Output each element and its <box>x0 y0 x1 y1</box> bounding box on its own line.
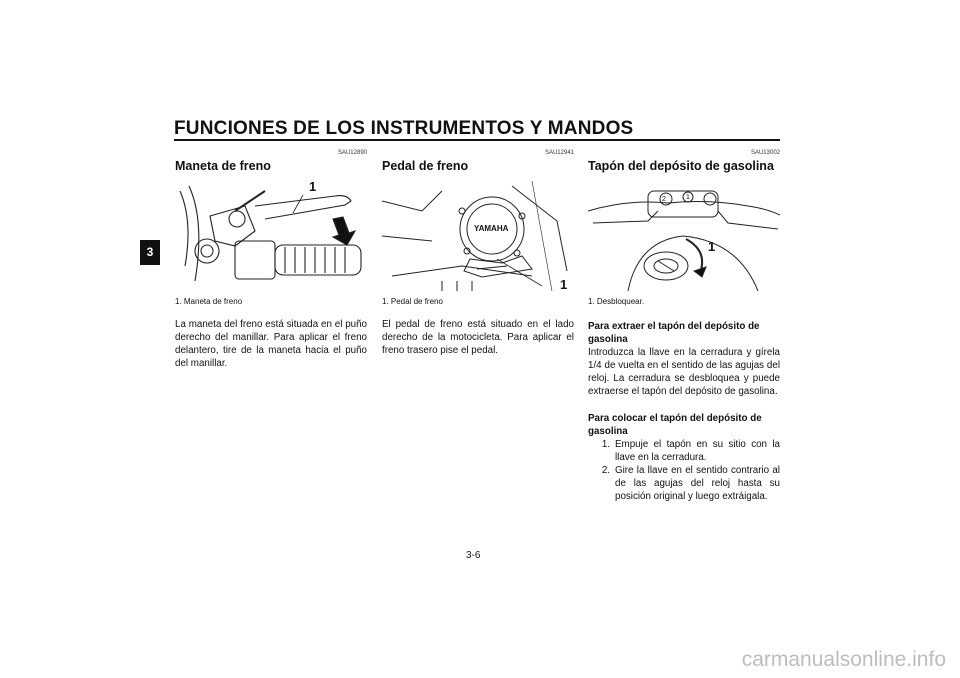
page-title: FUNCIONES DE LOS INSTRUMENTOS Y MANDOS <box>174 118 634 139</box>
remove-body: Introduzca la llave en la cerradura y gírela 1/4 de vuelta en el sentido de las agujas del reloj. La cerradura se desbloquea y puede extraerse el tapón del depósito de gasolina. <box>588 347 780 397</box>
brake-lever-illustration <box>175 181 367 291</box>
list-item <box>588 464 780 503</box>
section-brake-pedal <box>382 150 574 357</box>
figure-caption: 1. Maneta de freno <box>175 297 243 306</box>
section-fuel-cap <box>588 150 780 503</box>
section-code: SAU13002 <box>750 150 780 156</box>
figure-caption: 1. Pedal de freno <box>382 297 443 306</box>
callout-label: 1 <box>708 239 716 254</box>
step-text: Gire la llave en el sentido contrario al de las agujas del reloj hasta su posición original y luego extráigala. <box>615 465 780 502</box>
brake-pedal-illustration <box>382 181 574 291</box>
step-text: Empuje el tapón en su sitio con la llave en la cerradura. <box>615 439 780 463</box>
install-heading: Para colocar el tapón del depósito de gasolina <box>588 413 762 437</box>
section-body: La maneta del freno está situada en el puño derecho del manillar. Para aplicar el freno delantero, tire de la maneta hacia el puño del manillar. <box>175 319 367 369</box>
install-steps <box>588 438 780 503</box>
callout-label: 1 <box>309 179 317 194</box>
section-title: Tapón del depósito de gasolina <box>588 159 774 173</box>
section-title: Maneta de freno <box>175 159 271 173</box>
step-number: 1. <box>601 439 610 450</box>
section-body: El pedal de freno está situado en el lado derecho de la motocicleta. Para aplicar el freno trasero pise el pedal. <box>382 319 574 356</box>
watermark: carmanualsonline.info <box>741 648 946 671</box>
section-title: Pedal de freno <box>382 159 469 173</box>
list-item <box>588 438 780 464</box>
chapter-tab: 3 <box>140 240 160 265</box>
title-rule <box>174 139 780 141</box>
engine-brand-text: YAMAHA <box>474 224 509 233</box>
section-brake-lever <box>175 150 367 370</box>
circle-mark-1: 1 <box>686 194 690 201</box>
callout-label: 1 <box>560 277 568 292</box>
section-code: SAU12941 <box>544 150 574 156</box>
section-code: SAU12890 <box>337 150 367 156</box>
circle-mark-2: 2 <box>662 196 666 203</box>
page-number: 3-6 <box>466 550 481 561</box>
step-number: 2. <box>601 465 610 476</box>
remove-heading: Para extraer el tapón del depósito de gasolina <box>588 321 760 345</box>
figure-caption: 1. Desbloquear. <box>588 297 645 306</box>
fuel-cap-illustration <box>588 181 780 291</box>
